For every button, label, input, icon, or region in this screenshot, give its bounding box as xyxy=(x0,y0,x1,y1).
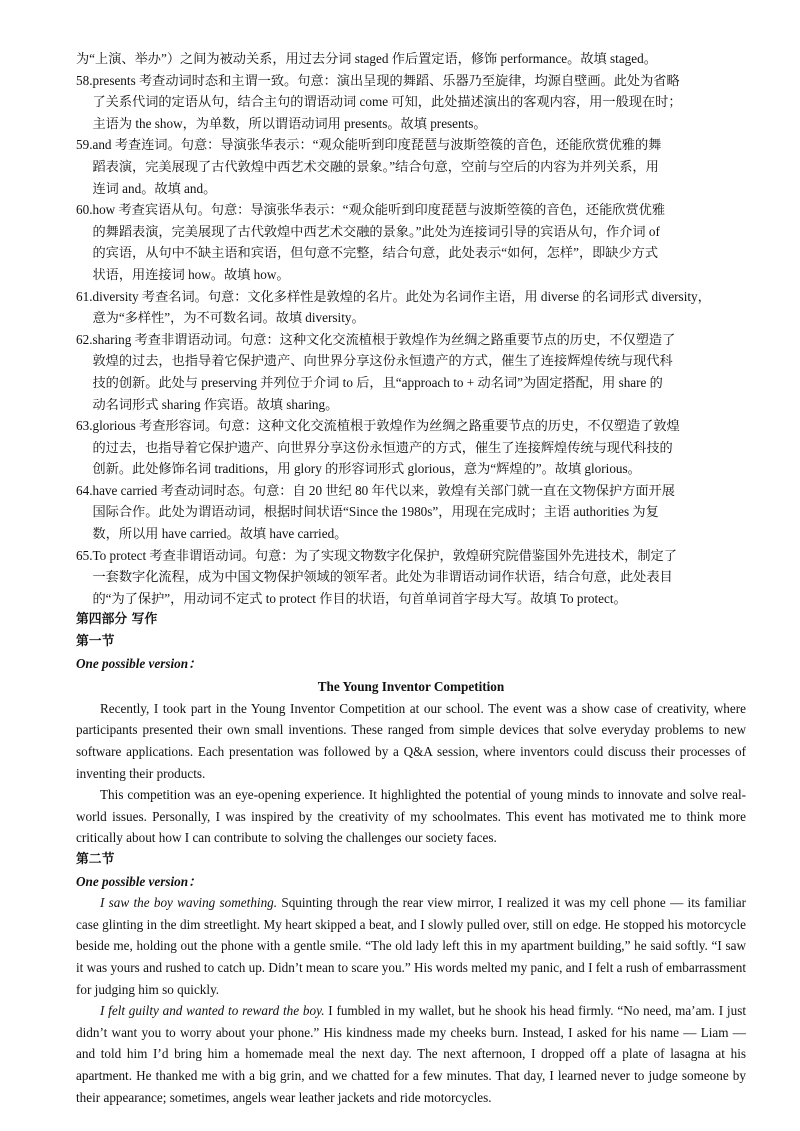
story-paragraph-2 xyxy=(76,1000,746,1108)
item-number: 58. xyxy=(76,72,93,88)
part-heading: 第四部分 写作 xyxy=(76,612,158,628)
essay-title: The Young Inventor Competition xyxy=(317,679,505,695)
story-lead-1: I saw the boy waving something. xyxy=(100,895,278,911)
answer-item-61 xyxy=(76,286,746,329)
item-number: 65. xyxy=(76,547,93,563)
answer-item-59 xyxy=(76,134,746,199)
item-number: 62. xyxy=(76,331,93,347)
answer-item-63 xyxy=(76,415,746,480)
item-explanation: presents 考查动词时态和主谓一致。句意：演出呈现的舞蹈、乐器乃至旋律，均源自壁画。此处为省略 了关系代词的定语从句，结合主句的谓语动词 come 可知，此处描述演出的客观内容，用一般现在时； 主语为 the show，为单数，所以谓语动词用 presents。故填 presents。 xyxy=(92,72,682,131)
item-explanation: have carried 考查动词时态。句意：自 20 世纪 80 年代以来，敦煌有关部门就一直在文物保护方面开展 国际合作。此处为谓语动词，根据时间状语“Since the 1980s”，用现在完成时；主语 authorities 为复 数，所以用 have carried。故填 have carried。 xyxy=(92,482,675,542)
answer-item-58 xyxy=(76,70,746,135)
essay-paragraph-1: Recently, I took part in the Young Inventor Competition at our school. The event was a show case of creativity, where participants presented their own small inventions. These ranged from simple devices that solve everyday problems to new software applications. Each presentation was followed by a Q&A session, where inventors could discuss their processes of inventing their products. xyxy=(76,700,746,781)
story-paragraph-1 xyxy=(76,892,746,1000)
item-explanation: sharing 考查非谓语动词。句意：这种文化交流植根于敦煌作为丝绸之路重要节点的历史，不仅塑造了 敦煌的过去，也指导着它保护遗产、向世界分享这份永恒遗产的方式，催生了连接辉煌传统与现代科 技的创新。此处与 preserving 并列位于介词 to 后，且“approach to + 动名词”为固定搭配，用 share 的 动名词形式 sharing 作宾语。故填 sharing。 xyxy=(92,331,676,412)
intro-line: 为“上演、举办”）之间为被动关系，用过去分词 staged 作后置定语，修饰 performance。故填 staged。 xyxy=(76,51,657,66)
section-one-heading: 第一节 xyxy=(76,634,115,650)
item-number: 59. xyxy=(76,137,93,153)
answer-item-65 xyxy=(76,545,746,610)
item-explanation: glorious 考查形容词。句意：这种文化交流植根于敦煌作为丝绸之路重要节点的历史，不仅塑造了敦煌 的过去，也指导着它保护遗产、向世界分享这份永恒遗产的方式，催生了连接辉煌传统与现代科技的 创新。此处修饰名词 traditions，用 glory 的形容词形式 glorious，意为“辉煌的”。故填 glorious。 xyxy=(92,418,680,477)
item-explanation: and 考查连词。句意：导演张华表示：“观众能听到印度琵琶与波斯箜篌的音色，还能欣赏优雅的舞 蹈表演，完美展现了古代敦煌中西艺术交融的景象。”结合句意，空前与空后的内容为并列关系，用 连词 and。故填 and。 xyxy=(92,137,662,196)
item-number: 63. xyxy=(76,418,93,434)
item-number: 61. xyxy=(76,288,93,304)
item-number: 60. xyxy=(76,202,93,218)
answer-item-64 xyxy=(76,480,746,545)
version-label-2: One possible version： xyxy=(76,873,202,889)
story-text-1: Squinting through the rear view mirror, I realized it was my cell phone — its familiar case glinting in the dim streetlight. My heart skipped a beat, and I slowly pulled over, still on edge. He stopped his motorcycle beside me, holding out the phone with a gentle smile. “The old lady left this in my apartment building,” he said softly. “I saw it was yours and rushed to catch up. Didn’t mean to scare you.” His words melted my panic, and I felt a rush of embarrassment for judging him so quickly. xyxy=(76,895,747,997)
answer-item-62 xyxy=(76,329,746,415)
essay-paragraph-2: This competition was an eye-opening experience. It highlighted the potential of young minds to innovate and solve real-world issues. Personally, I was inspired by the creativity of my schoolmates. This event has motivated me to think more critically about how I can contribute to solving the challenges our society faces. xyxy=(76,787,746,846)
story-text-2: I fumbled in my wallet, but he shook his head firmly. “No need, ma’am. I just didn’t want you to worry about your phone.” His kindness made my cheeks burn. Instead, I asked for his name — Liam — and told him I’d bring him a homemade meal the next day. The next afternoon, I dropped off a plate of lasagna at his apartment. He thanked me with a big grin, and we chatted for a few minutes. That day, I learned never to judge someone by their appearance; sometimes, angels wear leather jackets and ride motorcycles. xyxy=(76,1003,746,1105)
section-two-heading: 第二节 xyxy=(76,851,115,867)
answer-item-60 xyxy=(76,199,746,285)
item-number: 64. xyxy=(76,482,93,498)
item-explanation: To protect 考查非谓语动词。句意：为了实现文物数字化保护，敦煌研究院借鉴国外先进技术，制定了 一套数字化流程，成为中国文物保护领域的领军者。此处为非谓语动词作状语，结合句意，此处表目 的“为了保护”，用动词不定式 to protect 作目的状语，句首单词首字母大写。故填 To protect。 xyxy=(92,547,677,606)
item-explanation: how 考查宾语从句。句意：导演张华表示：“观众能听到印度琵琶与波斯箜篌的音色，还能欣赏优雅 的舞蹈表演，完美展现了古代敦煌中西艺术交融的景象。”此处为连接词引导的宾语从句，作介词 of 的宾语，从句中不缺主语和宾语，但句意不完整，结合句意，此处表示“如何，怎样”，即缺少方式 状语，用连接词 how。故填 how。 xyxy=(92,202,666,282)
story-lead-2: I felt guilty and wanted to reward the boy. xyxy=(100,1003,325,1019)
version-label: One possible version： xyxy=(76,655,202,671)
item-explanation: diversity 考查名词。句意：文化多样性是敦煌的名片。此处为名词作主语，用 diverse 的名词形式 diversity， 意为“多样性”，为不可数名词。故填 diversity。 xyxy=(92,288,711,326)
